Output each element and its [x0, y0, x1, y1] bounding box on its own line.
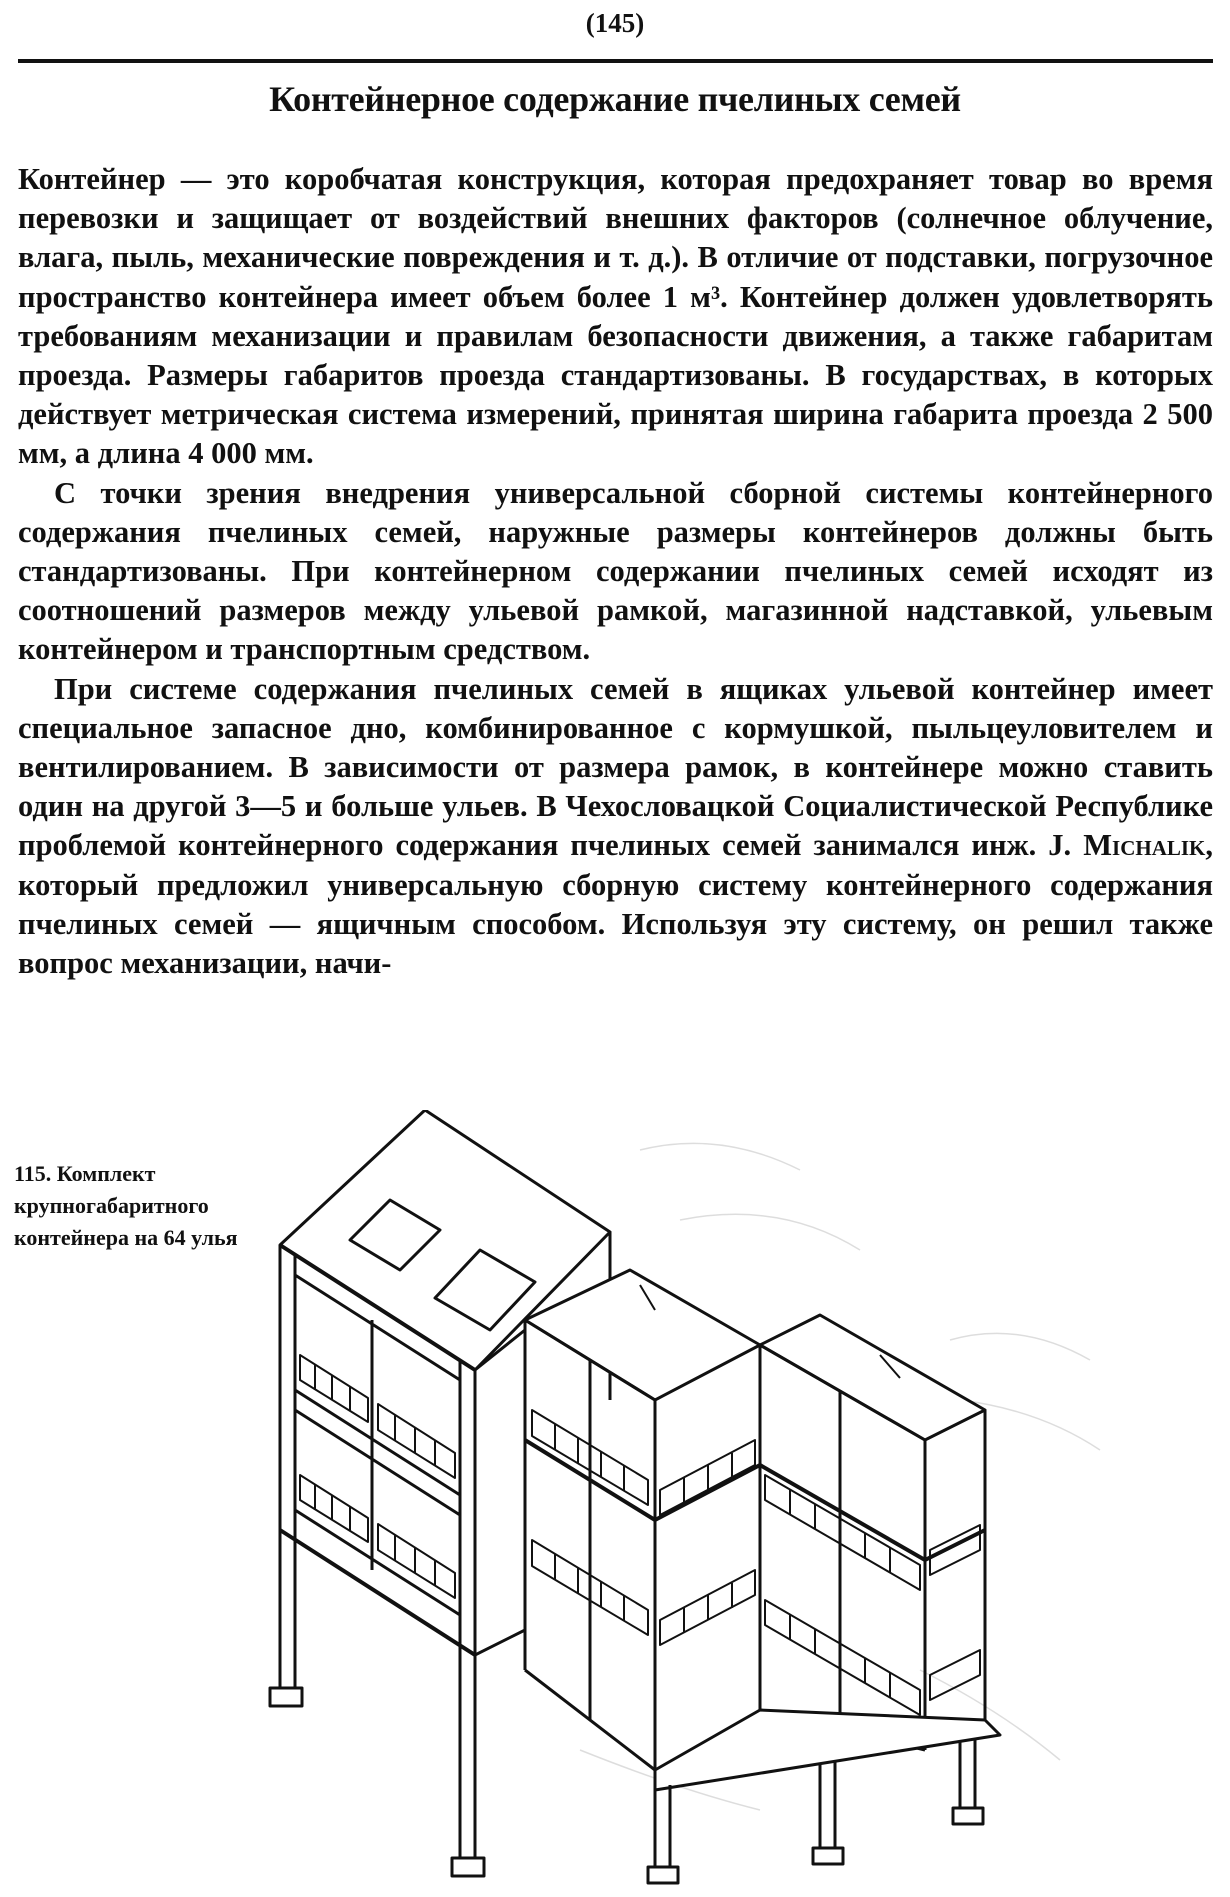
header-rule — [18, 59, 1213, 63]
author-name: Michalik — [1083, 828, 1206, 863]
page-title: Контейнерное содержание пчелиных семей — [269, 79, 961, 119]
paragraph-3-part-2: , который предложил универсальную сборную систему контейнерного содержания пчелиных семей — ящичным способом. Используя эту систему, он решил также вопрос механизации, начи- — [18, 828, 1213, 981]
page-number: (145) — [585, 8, 645, 38]
body-text — [18, 160, 1213, 983]
figure-caption: 115. Комплект крупногабаритного контейнера на 64 улья — [14, 1161, 238, 1250]
paragraph-3-part-1: При системе содержания пчелиных семей в ящиках ульевой контейнер имеет специальное запасное дно, комбинированное с кормушкой, пыльцеуловителем и вентилированием. В зависимости от размера рамок, в контейнере можно ставить один на другой 3—5 и больше ульев. В Чехословацкой Социалистической Республике проблемой контейнерного содержания пчелиных семей занимался инж. J. — [18, 671, 1213, 863]
paragraph-1: Контейнер — это коробчатая конструкция, которая предохраняет товар во время перевозки и защищает от воздействий внешних факторов (солнечное облучение, влага, пыль, механические повреждения и т. д.). В отличие от подставки, погрузочное пространство контейнера имеет объем более 1 м³. Контейнер должен удовлетворять требованиям механизации и правилам безопасности движения, а также габаритам проезда. Размеры габаритов проезда стандартизованы. В государствах, в которых действует метрическая система измерений, принятая ширина габарита проезда 2 500 мм, а длина 4 000 мм. — [18, 162, 1213, 471]
paragraph-3 — [18, 670, 1213, 984]
container-hives-illustration — [260, 1110, 1220, 1890]
paragraph-2: С точки зрения внедрения универсальной сборной системы контейнерного содержания пчелиных семей, наружные размеры контейнеров должны быть стандартизованы. При контейнерном содержании пчелиных семей исходят из соотношений размеров между ульевой рамкой, магазинной надставкой, ульевым контейнером и транспортным средством. — [18, 475, 1213, 667]
